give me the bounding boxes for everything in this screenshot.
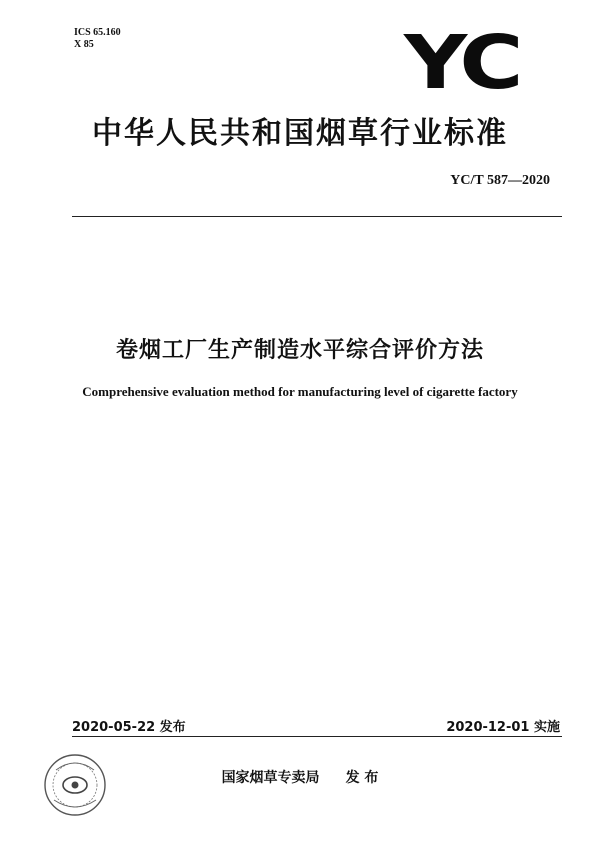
ics-codes xyxy=(74,27,121,51)
standard-title: 中华人民共和国烟草行业标准 xyxy=(92,116,508,151)
publisher-name: 国家烟草专卖局 xyxy=(221,770,320,786)
certification-seal-icon xyxy=(42,752,108,818)
footer-divider xyxy=(72,736,562,737)
publish-date: 2020-05-22 发布 xyxy=(72,720,186,735)
standard-number: YC/T 587—2020 xyxy=(450,173,550,188)
document-title-en: Comprehensive evaluation method for manufacturing level of cigarette factory xyxy=(82,384,518,399)
implement-date: 2020-12-01 实施 xyxy=(446,720,560,735)
yc-logo: YC xyxy=(404,20,519,106)
classification-code: X 85 xyxy=(74,39,94,50)
publish-label: 发 布 xyxy=(345,770,379,786)
document-title-cn: 卷烟工厂生产制造水平综合评价方法 xyxy=(115,338,484,363)
ics-number: ICS 65.160 xyxy=(74,27,121,38)
header-divider xyxy=(72,216,562,217)
